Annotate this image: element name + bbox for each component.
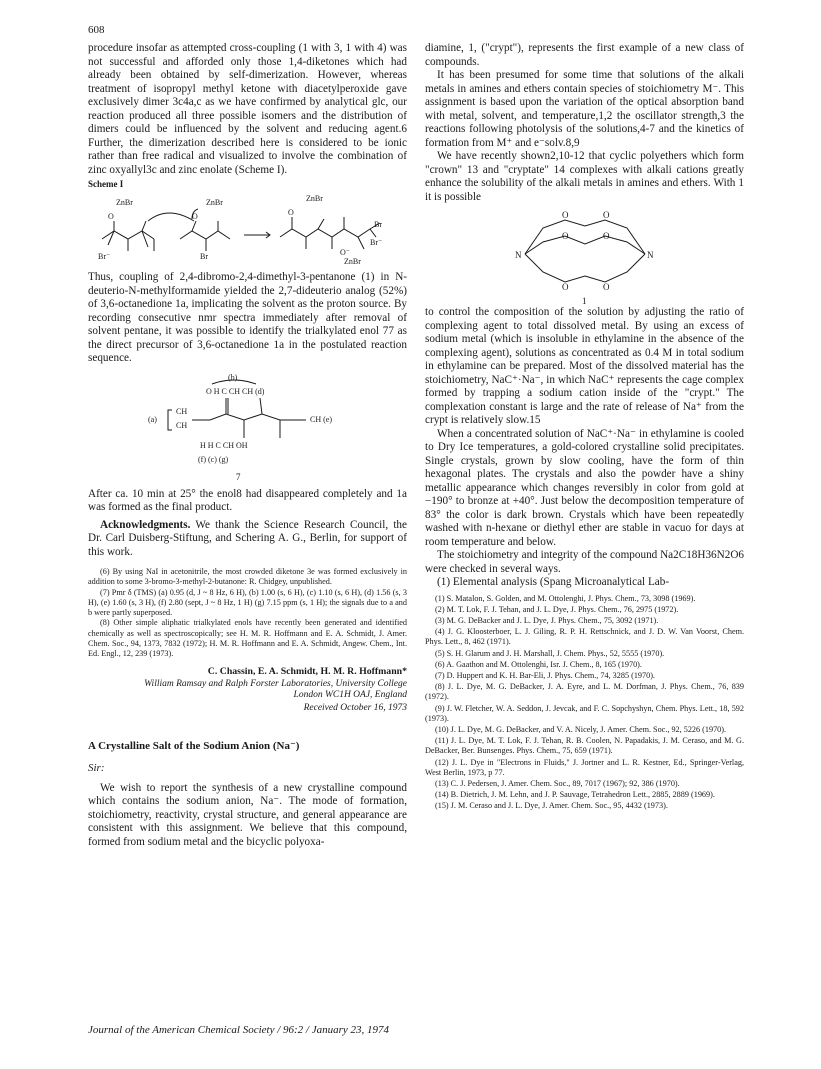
ch3-label: CH [176,406,188,416]
br-label: Br [200,252,208,261]
ch3-e-label: CH (e) [310,414,332,424]
paragraph: We have recently shown2,10-12 that cyclic polyethers which form "crown" 13 and "cryptate" 14 complexes with alkali cations greatly enhance the solubility of the alkali metals in amines and ethers. With 1 it is possible [425,150,744,203]
paragraph: diamine, 1, ("crypt"), represents the first example of a new class of compounds. [425,42,744,68]
reference: (4) J. G. Kloosterboer, L. J. Giling, R. P. H. Rettschnick, and J. D. W. Van Voorst, Chem. Phys. Lett., 8, 462 (1971). [425,627,744,647]
paragraph: We wish to report the synthesis of a new crystalline compound which contains the sodium anion, Na⁻. The mode of formation, stoichiometry, reactivity, crystal structure, and general appearance are consistent with this assignment. We believe that this compound, formed from sodium metal and the bicyclic polyoxa- [88,781,407,848]
oxygen-label: O [562,231,569,241]
page-number: 608 [88,24,105,36]
oxygen-label: O [562,210,569,220]
paragraph: procedure insofar as attempted cross-coupling (1 with 3, 1 with 4) was not successful and afforded only those 1,4-diketones which had already been obtained by self-dimerization. However, whereas treatment of isopropyl methyl ketone with diacetylperoxide gave exclusively dimer 3c4a,c as we have confirmed by analytical glc, our reaction produced all three possible isomers and the distribution of dimers could be influenced by the solvent and reducing agent.6 Further, the dimerization described here is considered to be ionic rather than free radical and visualized to involve the combination of zinc oxyallyl3c and zinc enolate (Scheme I). [88,42,407,176]
reference: (1) S. Matalon, S. Golden, and M. Ottolenghi, J. Phys. Chem., 73, 3098 (1969). [435,593,696,603]
affiliation: London WC1H OAJ, England [293,690,407,701]
struct-mid-row: H H C CH OH [200,440,248,450]
paragraph: When a concentrated solution of NaC⁺·Na⁻ in ethylamine is cooled to Dry Ice temperatures, a gold-colored crystalline solid precipitates. Single crystals, grown by slow cooling, have the form of thin hexagonal plates. The crystals and also the powder have a shiny metallic appearance which changes reversibly in color from gold at −190° to bronze at +40°. Just below the decomposition temperature of 83° the color is dark brown. Crystals which have been repeatedly washed with n-hexane or diethyl ether are stable in vacuo for days at room temperature and below. [425,427,744,548]
scheme-diagram [88,191,407,265]
reference: (2) M. T. Lok, F. J. Tehan, and J. L. Dye, J. Phys. Chem., 76, 2975 (1972). [435,604,679,614]
br-label: Br [374,220,382,229]
paragraph: to control the composition of the solution by adjusting the ratio of complexing agent to total dissolved metal. By using an excess of sodium metal (which is insoluble in ethylamine in the absence of the complexing agent), solutions as concentrated as 0.4 M in total sodium in ethylamine can be prepared. Most of the dissolved material has the stoichiometry, NaC⁺·Na⁻, in which NaC⁺ represents the cage complex formed by trapping a sodium cation inside of the "crypt." The complexation constant is large and the rate of release of Na⁺ from the crypt is relatively slow.15 [425,306,744,426]
reference: (13) C. J. Pedersen, J. Amer. Chem. Soc., 89, 7017 (1967); 92, 386 (1970). [435,778,680,788]
authors: C. Chassin, E. A. Schmidt, H. M. R. Hoffmann* [207,665,407,677]
nitrogen-label: N [515,250,522,260]
oxygen-label: O [192,212,198,221]
reference: (15) J. M. Ceraso and J. L. Dye, J. Amer. Chem. Soc., 95, 4432 (1973). [435,801,668,811]
received-date: Received October 16, 1973 [303,702,407,713]
ch3-label: CH [176,420,188,430]
paragraph: (1) Elemental analysis (Spang Microanalytical Lab- [437,576,670,588]
struct-bottom-row: (f) (c) (g) [198,454,229,464]
oxygen-minus-label: O⁻ [340,248,350,257]
compound-number: 1 [582,296,587,306]
oxygen-label: O [603,231,610,241]
reference: (12) J. L. Dye in "Electrons in Fluids," J. Jortner and L. R. Kestner, Ed., Springer-Verlag, West Berlin, 1973, p 77. [425,757,744,777]
reference: (10) J. L. Dye, M. G. DeBacker, and V. A. Nicely, J. Amer. Chem. Soc., 92, 5226 (1970). [435,724,727,734]
references [425,594,744,812]
salutation: Sir: [88,761,105,774]
reference: (9) J. W. Fletcher, W. A. Seddon, J. Jevcak, and F. C. Sopchyshyn, Chem. Phys. Lett., 18, 592 (1973). [425,703,744,723]
label-b: (b) [228,372,238,382]
footnote: (8) Other simple aliphatic trialkylated enols have recently been generated and identified chemically as well as spectroscopically; see H. M. R. Hoffmann and E. A. Schmidt, J. Amer. Chem. Soc., 94, 1373, 7832 (1972); H. M. R. Hoffmann and E. A. Schmidt, Angew. Chem., Int. Ed. Engl., 12, 239 (1973). [88,618,407,659]
struct-top-row: O H C CH CH (d) [206,386,265,396]
article-title: A Crystalline Salt of the Sodium Anion (Na⁻) [88,739,300,752]
znbr-label: ZnBr [306,194,323,203]
oxygen-label: O [108,212,114,221]
structure-7-diagram [88,370,407,486]
reference: (5) S. H. Glarum and J. H. Marshall, J. Chem. Phys., 52, 5555 (1970). [435,648,665,658]
left-column [88,42,407,849]
acknowledgments [88,519,407,560]
journal-footer: Journal of the American Chemical Society / 96:2 / January 23, 1974 [88,1024,390,1036]
reference: (11) J. L. Dye, M. T. Lok, F. J. Tehan, R. B. Coolen, N. Papadakis, J. M. Ceraso, and M. G. DeBacker, Ber. Bunsenges. Phys. Chem., 75, 659 (1971). [425,736,744,756]
znbr-label: ZnBr [206,198,223,207]
scheme-label: Scheme I [88,179,124,189]
reference: (14) B. Dietrich, J. M. Lehn, and J. P. Sauvage, Tetrahedron Lett., 2885, 2889 (1969). [435,790,715,800]
znbr-label: ZnBr [344,257,361,265]
paragraph: After ca. 10 min at 25° the enol8 had disappeared completely and 1a was formed as the final product. [88,487,407,513]
reference: (3) M. G. DeBacker and J. L. Dye, J. Phys. Chem., 75, 3092 (1971). [435,615,659,625]
paragraph: The stoichiometry and integrity of the compound Na2C18H36N2O6 were checked in several ways. [425,549,744,575]
acknowledgments-text: We thank the Science Research Council, the Dr. Carl Duisberg-Stiftung, and Schering A. G., Berlin, for support of this work. [88,518,407,558]
oxygen-label: O [288,208,294,217]
reference: (6) A. Gaathon and M. Ottolenghi, Isr. J. Chem., 8, 165 (1970). [435,659,642,669]
paragraph: Thus, coupling of 2,4-dibromo-2,4-dimethyl-3-pentanone (1) in N-deuterio-N-methylformamide yielded the 2,7-dideuterio analog (52%) of 3,6-octanedione 1a, implicating the solvent as the proton source. By recording consecutive nmr spectra immediately after removal of solvent pentane, it was possible to identify the trialkylated enol 77 as the direct precursor of 3,6-octanedione 1a in the postulated reaction sequence. [88,271,407,364]
oxygen-label: O [562,282,569,292]
br-minus-label: Br⁻ [98,252,111,261]
oxygen-label: O [603,282,610,292]
right-column [425,42,744,813]
compound-number: 7 [236,471,241,482]
footnote: (6) By using NaI in acetonitrile, the most crowded diketone 3e was formed exclusively in addition to some 3-bromo-3-methyl-2-butanone: R. Chidgey, unpublished. [88,567,407,587]
oxygen-label: O [603,210,610,220]
affiliation: William Ramsay and Ralph Forster Laboratories, University College [144,678,407,689]
br-minus-label: Br⁻ [370,238,383,247]
crypt-structure-diagram [425,206,744,306]
footnote: (7) Pmr δ (TMS) (a) 0.95 (d, J ~ 8 Hz, 6 H), (b) 1.00 (s, 6 H), (c) 1.10 (s, 6 H), (d) 1.56 (s, 3 H), (e) 1.60 (s, 3 H), (f) 2.80 (sept, J ~ 8 Hz, 1 H) (g) 7.15 ppm (s, 1 H); the signals due to a and b were partly superposed. [88,587,407,618]
acknowledgments-heading: Acknowledgments. [100,518,191,531]
reference: (7) D. Huppert and K. H. Bar-Eli, J. Phys. Chem., 74, 3285 (1970). [435,670,655,680]
paragraph: It has been presumed for some time that solutions of the alkali metals in amines and ethers contain species of stoichiometry M⁻. This assignment is based upon the variation of the optical absorption band with metal, solvent, and temperature,1,2 the oscillator strength,3 the reactions following photolysis of the solutions,4-7 and the kinetics of formation from M⁺ and e⁻solv.8,9 [425,69,744,149]
reference: (8) J. L. Dye, M. G. DeBacker, J. A. Eyre, and L. M. Dorfman, J. Phys. Chem., 76, 839 (1972). [425,682,744,702]
label-a: (a) [148,414,157,424]
nitrogen-label: N [647,250,654,260]
znbr-label: ZnBr [116,198,133,207]
